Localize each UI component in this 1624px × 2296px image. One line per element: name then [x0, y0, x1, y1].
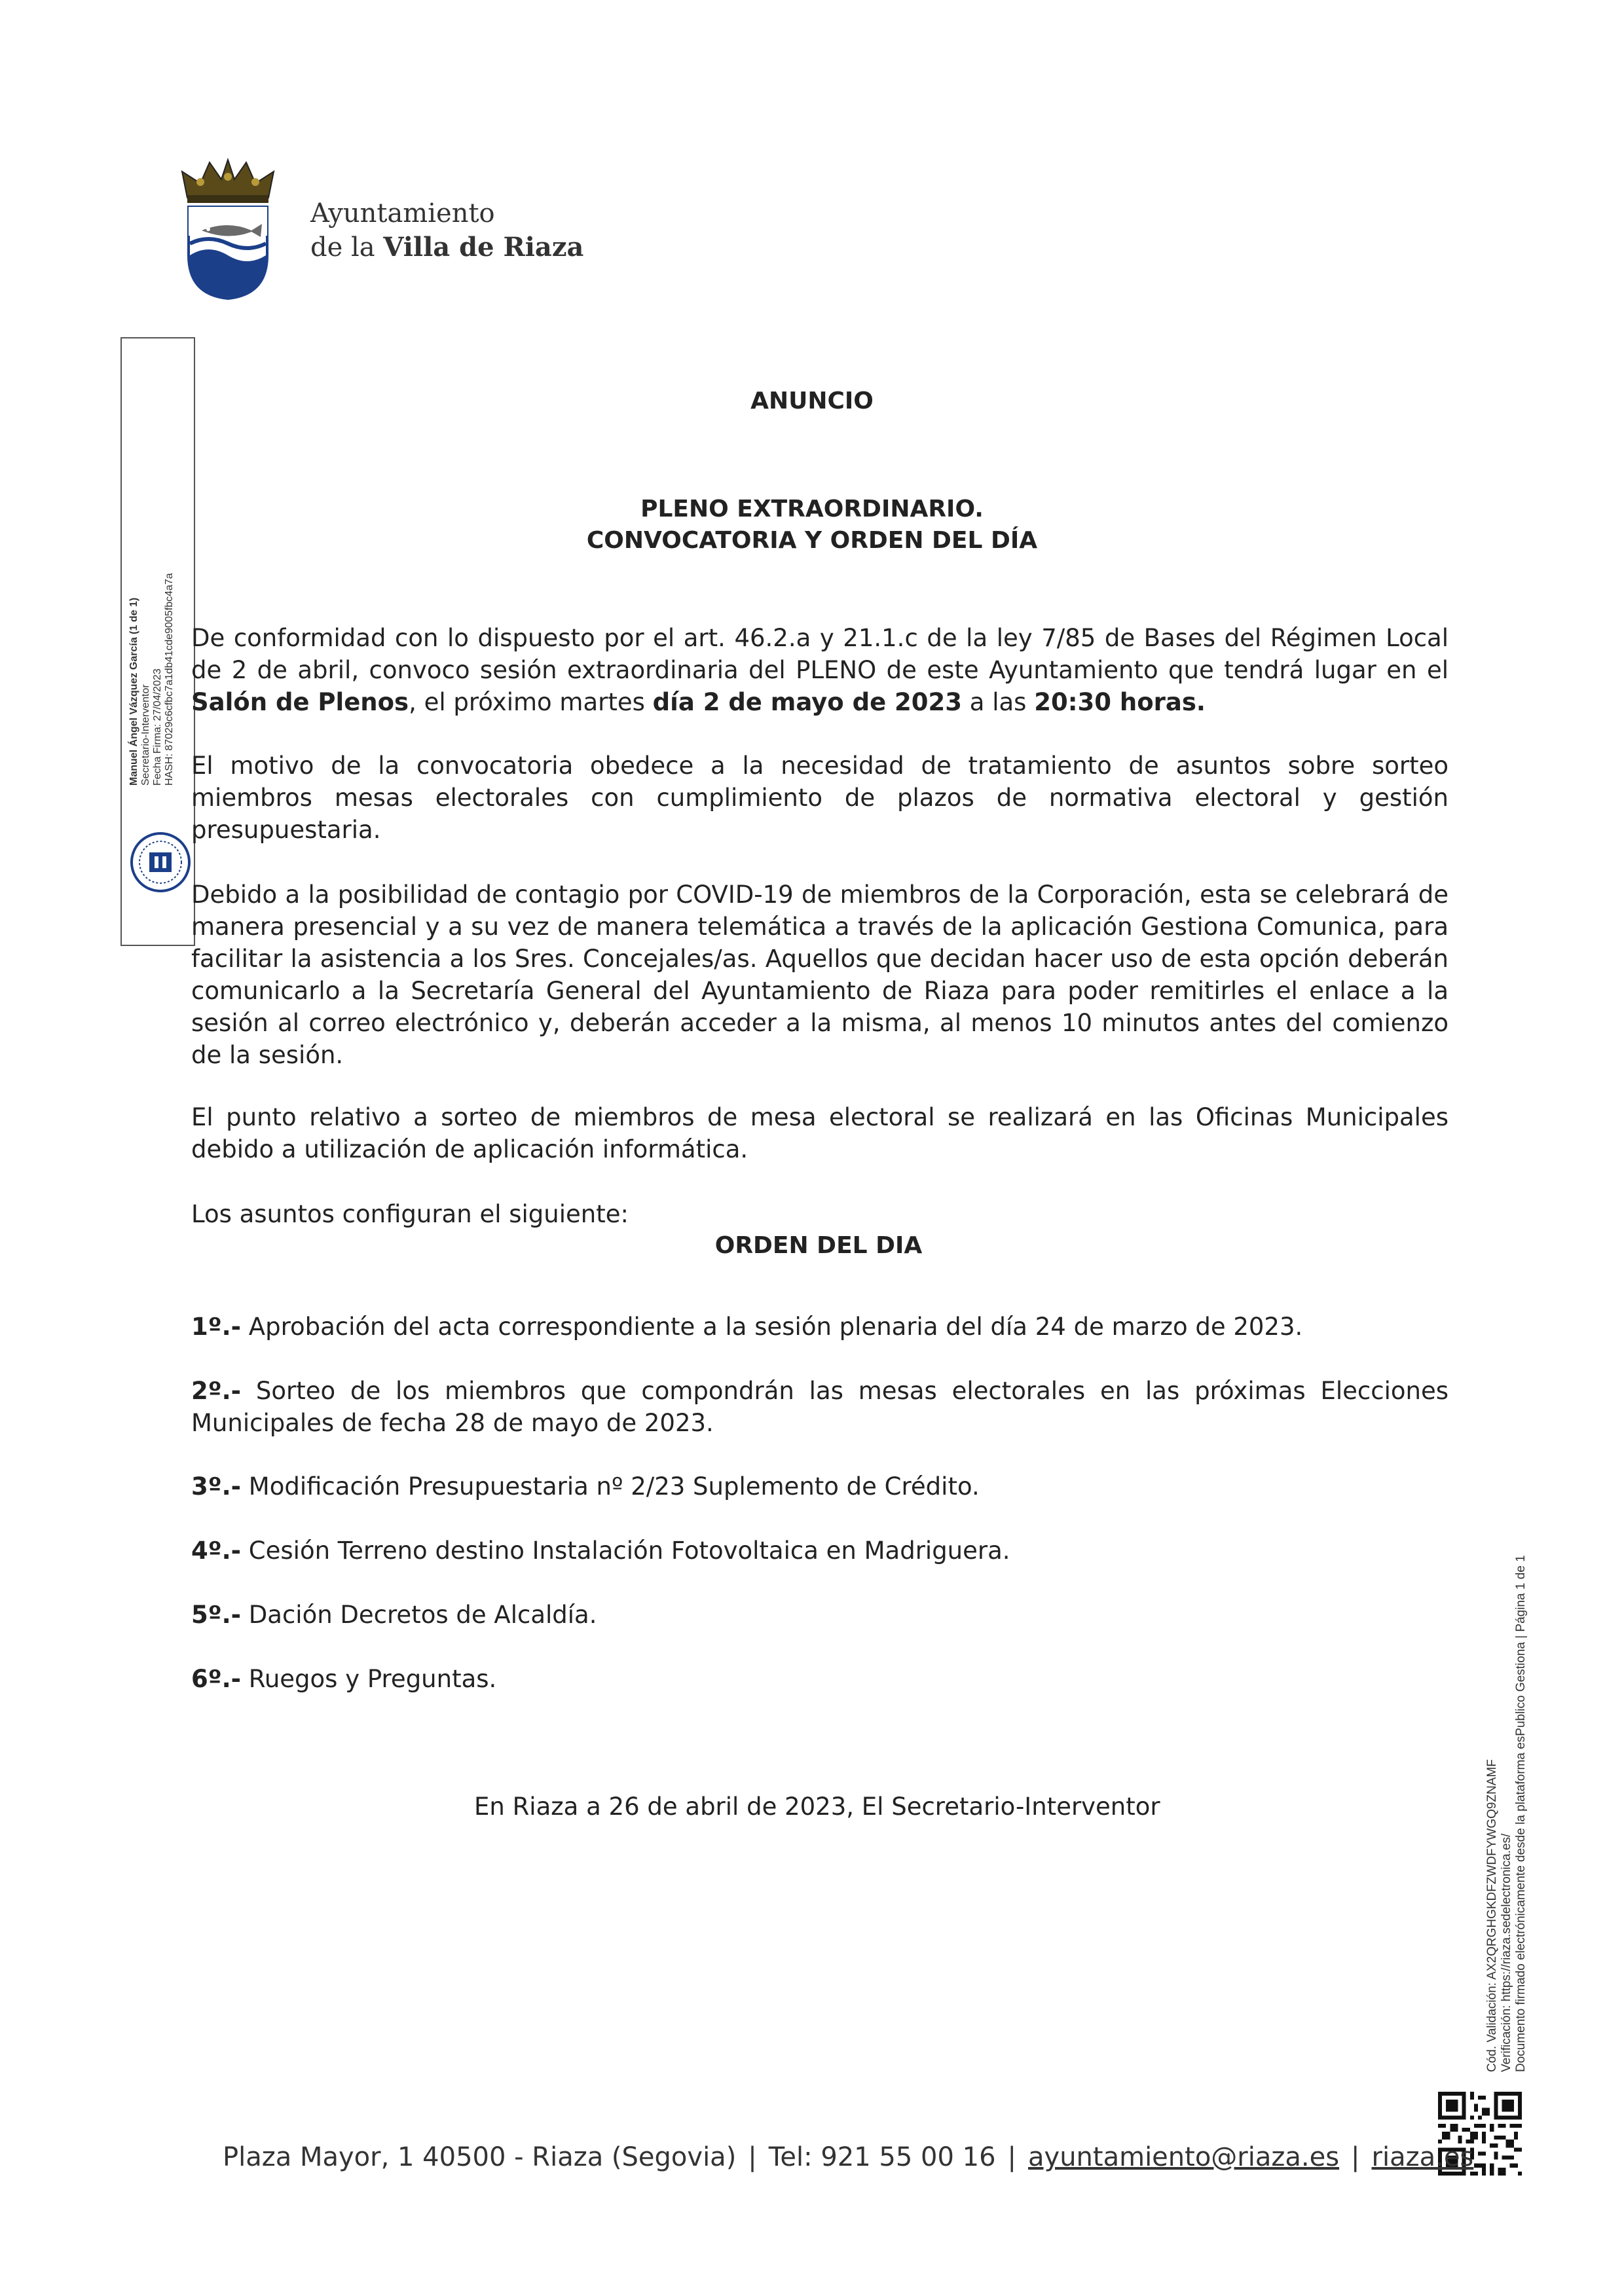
footer-separator: | [1007, 2142, 1017, 2172]
signer-name: Manuel Ángel Vázquez García (1 de 1) [128, 597, 139, 786]
signature-platform-note: Documento firmado electrónicamente desde la plataforma esPublico Gestiona | Página 1 de 1 [1514, 1555, 1528, 2072]
agenda-item: 6º.- Ruegos y Preguntas. [191, 1665, 497, 1693]
footer-separator: | [1351, 2142, 1360, 2172]
footer-separator: | [748, 2142, 757, 2172]
validation-code: Cód. Validación: AX2QRGHGKDFZWDFYWGQ9ZNAMF [1485, 1759, 1499, 2072]
verification-url: Verificación: https://riaza.sedelectronica.es/ [1500, 1833, 1513, 2072]
signature-hash: HASH: 87029c6cfbc7a1db41cde9005fbc4a7a [164, 573, 175, 786]
signature-date: Fecha Firma: 27/04/2023 [152, 668, 163, 786]
footer-email-link[interactable]: ayuntamiento@riaza.es [1028, 2142, 1340, 2172]
paragraph-motive: El motivo de la convocatoria obedece a la necesidad de tratamiento de asuntos sobre sorteo miembros mesas electorales con cumplimiento de plazos de normativa electoral y gestión presupuestaria. [191, 752, 1449, 844]
agenda-item: 2º.- Sorteo de los miembros que compondrán las mesas electorales en las próximas Elecciones Municipales de fecha 28 de mayo de 2023. [191, 1377, 1449, 1437]
municipal-seal-icon [130, 831, 191, 893]
coat-of-arms-icon [175, 157, 280, 301]
agenda-item: 4º.- Cesión Terreno destino Instalación Fotovoltaica en Madriguera. [191, 1537, 1010, 1565]
paragraph-covid: Debido a la posibilidad de contagio por COVID-19 de miembros de la Corporación, esta se celebrará de manera presencial y a su vez de manera telemática a través de la aplicación Gestiona Comunica, para facilitar la asistencia a los Sres. Concejales/as. Aquellos que decidan hacer uso de esta opción deberán comunicarlo a la Secretaría General del Ayuntamiento de Riaza para poder remitirles el enlace a la sesión al correo electrónico y, deberán acceder a la misma, al menos 10 minutos antes del comienzo de la sesión. [191, 881, 1449, 1069]
footer-website-link[interactable]: riaza.es [1371, 2142, 1474, 2172]
verification-text [1485, 1404, 1544, 2072]
footer-contact [223, 2142, 1473, 2172]
footer-address: Plaza Mayor, 1 40500 - Riaza (Segovia) [223, 2142, 737, 2172]
closing-signature-line: En Riaza a 26 de abril de 2023, El Secretario-Interventor [474, 1793, 1160, 1821]
organization-name [310, 196, 583, 264]
signer-role: Secretario-Interventor [140, 684, 151, 786]
session-subtitle: CONVOCATORIA Y ORDEN DEL DÍA [586, 527, 1038, 554]
session-title: PLENO EXTRAORDINARIO. [640, 496, 984, 522]
paragraph-convocation: De conformidad con lo dispuesto por el art. 46.2.a y 21.1.c de la ley 7/85 de Bases del Régimen Local de 2 de abril, convoco sesión extraordinaria del PLENO de este Ayuntamiento que tendrá lugar en el Salón de Plenos, el próximo martes día 2 de mayo de 2023 a las 20:30 horas. [191, 624, 1449, 716]
agenda-item: 1º.- Aprobación del acta correspondiente a la sesión plenaria del día 24 de marzo de 2023. [191, 1313, 1303, 1341]
agenda-item: 3º.- Modificación Presupuestaria nº 2/23 Suplemento de Crédito. [191, 1472, 980, 1501]
agenda-item: 5º.- Dación Decretos de Alcaldía. [191, 1601, 597, 1629]
org-name-line2: de la Villa de Riaza [310, 232, 584, 263]
agenda-title: ORDEN DEL DIA [714, 1232, 923, 1259]
paragraph-agenda-intro: Los asuntos configuran el siguiente: [191, 1200, 629, 1228]
footer-phone: Tel: 921 55 00 16 [768, 2142, 996, 2172]
paragraph-lottery: El punto relativo a sorteo de miembros de mesa electoral se realizará en las Oficinas Municipales debido a utilización de aplicación informática. [191, 1103, 1449, 1163]
announcement-title: ANUNCIO [750, 388, 874, 414]
org-name-line1: Ayuntamiento [310, 198, 495, 228]
